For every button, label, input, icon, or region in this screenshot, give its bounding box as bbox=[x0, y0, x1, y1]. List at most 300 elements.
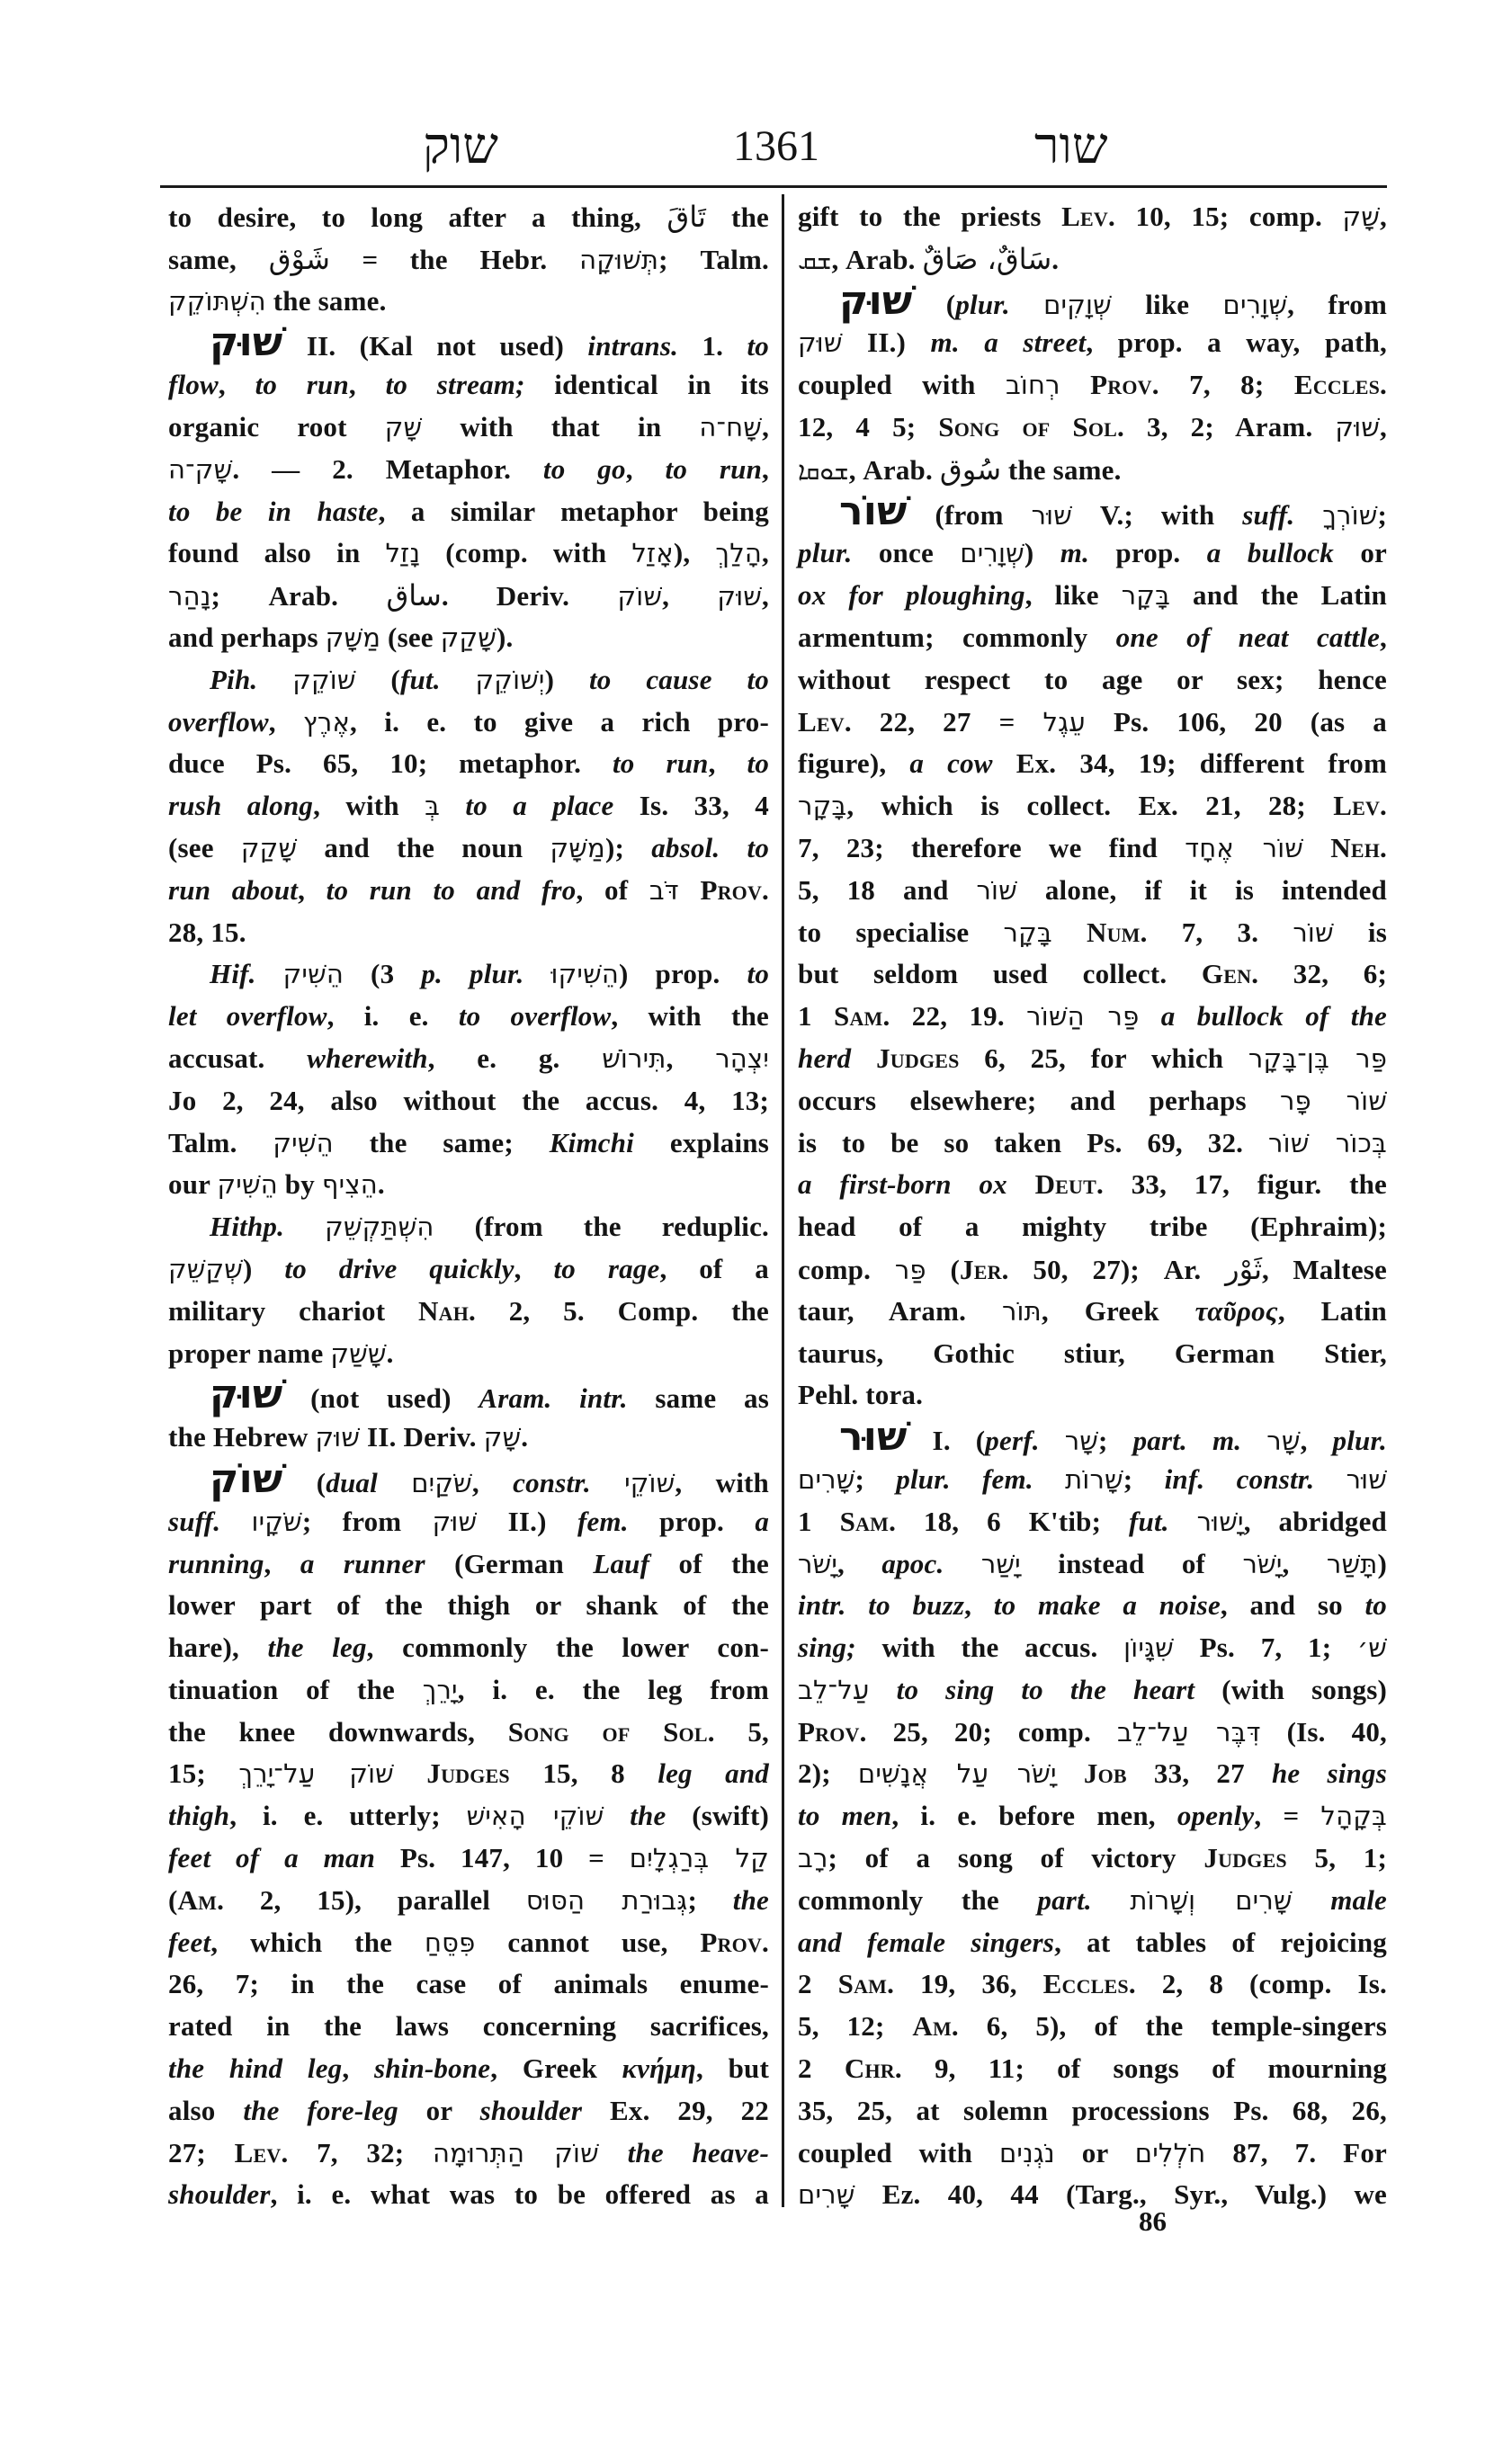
text: ( bbox=[282, 1466, 327, 1498]
text: the same. bbox=[1001, 453, 1122, 486]
text-line bbox=[168, 617, 769, 659]
text-line bbox=[168, 196, 769, 238]
text: 25, 20; comp. bbox=[866, 1715, 1117, 1748]
hebrew-word: מַשָּׁק bbox=[550, 832, 605, 863]
text-line bbox=[168, 1627, 769, 1669]
text-line bbox=[168, 238, 769, 281]
small-caps-ref: Jer. bbox=[960, 1253, 1009, 1285]
text: 50, 27); Ar. bbox=[1008, 1253, 1226, 1285]
text-line bbox=[168, 1838, 769, 1880]
text-line bbox=[168, 1712, 769, 1754]
text-line bbox=[798, 912, 1387, 954]
text-line bbox=[798, 1543, 1387, 1586]
italic-text: male bbox=[1330, 1883, 1388, 1916]
text: hare), bbox=[168, 1632, 268, 1664]
text: , bbox=[1300, 1425, 1333, 1457]
text bbox=[1241, 1425, 1266, 1456]
text: , bbox=[514, 1252, 554, 1284]
hebrew-word: דֹּב bbox=[649, 874, 679, 906]
italic-text: a bullock bbox=[1206, 537, 1334, 569]
left-column bbox=[168, 196, 769, 2216]
text-line bbox=[798, 1374, 1387, 1417]
text: ; of a song of victory bbox=[828, 1842, 1204, 1874]
text bbox=[256, 958, 283, 989]
hebrew-word: פַּר בֶּן־בָּקָר bbox=[1248, 1042, 1388, 1074]
page-number: 1361 bbox=[733, 122, 819, 170]
text-line bbox=[798, 617, 1387, 659]
text-line bbox=[798, 196, 1387, 238]
hebrew-word: שׁוֹר bbox=[976, 874, 1017, 906]
hebrew-word: עַל־לֵב bbox=[798, 1674, 870, 1705]
text: coupled with bbox=[798, 2136, 999, 2168]
italic-text: to bbox=[747, 747, 770, 780]
text: , Arab. bbox=[831, 243, 923, 275]
italic-text: a cow bbox=[909, 747, 993, 780]
text-line bbox=[798, 1753, 1387, 1795]
hebrew-word: בְּ bbox=[425, 791, 441, 822]
italic-text: Hif. bbox=[210, 958, 256, 990]
text-line bbox=[168, 2048, 769, 2090]
hebrew-word: תִּירוֹשׁ bbox=[602, 1042, 667, 1074]
text-line bbox=[798, 449, 1387, 491]
signature-mark: 86 bbox=[1139, 2205, 1167, 2237]
text: II.) bbox=[477, 1505, 577, 1537]
text: is to be so taken Ps. 69, 32. bbox=[798, 1126, 1269, 1158]
text: the knee downwards, bbox=[168, 1715, 508, 1748]
hebrew-word: שׁוֹק עַל־יָרֵךְ bbox=[238, 1758, 394, 1790]
text: 3, 2; Aram. bbox=[1124, 410, 1336, 443]
text: ; from bbox=[301, 1505, 433, 1537]
text: ; Talm. bbox=[658, 243, 769, 275]
text-line bbox=[798, 1501, 1387, 1543]
text: , e. g. bbox=[427, 1042, 603, 1074]
text: , of bbox=[576, 873, 649, 906]
italic-text: to rage bbox=[553, 1252, 660, 1284]
arabic-word: شَوْق bbox=[268, 241, 330, 276]
text: the same; bbox=[333, 1126, 550, 1158]
small-caps-ref: Am. bbox=[177, 1883, 225, 1916]
text: 2, 15), parallel bbox=[224, 1883, 526, 1916]
text: alone, if it is intended bbox=[1016, 873, 1387, 906]
text: ; Arab. bbox=[210, 580, 387, 612]
italic-text: a runner bbox=[300, 1547, 425, 1579]
italic-text: shoulder bbox=[479, 2094, 583, 2126]
text-line bbox=[798, 364, 1387, 407]
text: , bbox=[1380, 410, 1387, 443]
hebrew-word: יָשֹׁר bbox=[798, 1548, 838, 1579]
text-line bbox=[798, 277, 1388, 324]
text: 26, 7; in the case of animals enume- bbox=[168, 1968, 769, 2000]
italic-text: to run to and fro bbox=[326, 873, 577, 906]
text-line bbox=[168, 659, 769, 702]
text: . bbox=[1051, 243, 1059, 275]
text: , = bbox=[1254, 1800, 1321, 1832]
hebrew-word: שׁוּר bbox=[1346, 1463, 1388, 1495]
text: with that in bbox=[422, 410, 700, 443]
column-divider bbox=[782, 194, 784, 2207]
text: 12, 4 5; bbox=[798, 410, 939, 443]
text: , at tables of rejoicing bbox=[1054, 1926, 1387, 1958]
text-line bbox=[168, 2090, 769, 2133]
italic-text: shin-bone bbox=[373, 2052, 491, 2085]
text: ( bbox=[926, 1253, 961, 1285]
hebrew-word: שׁוּק bbox=[315, 1422, 361, 1453]
text-line bbox=[798, 1627, 1387, 1669]
text-line bbox=[168, 785, 769, 827]
text-line bbox=[798, 1838, 1387, 1880]
text: and the Latin bbox=[1170, 579, 1387, 612]
text: (with songs) bbox=[1194, 1673, 1387, 1705]
text: , from bbox=[1287, 288, 1388, 320]
text: (German bbox=[425, 1547, 594, 1579]
italic-text: to overflow bbox=[458, 1000, 612, 1033]
italic-text: overflow bbox=[168, 705, 269, 738]
text-line bbox=[168, 1922, 769, 1964]
hebrew-word: יָשֹׁר bbox=[1242, 1548, 1283, 1579]
hebrew-word: חֹלְלִים bbox=[1134, 2137, 1206, 2168]
italic-text: fut. bbox=[399, 663, 441, 695]
text: 2 bbox=[798, 2052, 845, 2085]
text bbox=[1092, 1884, 1131, 1916]
italic-text: and female singers bbox=[798, 1926, 1055, 1958]
text: accusat. bbox=[168, 1042, 308, 1074]
small-caps-ref: Deut. bbox=[1034, 1168, 1104, 1201]
small-caps-ref: Eccles. bbox=[1042, 1968, 1136, 2000]
text: ; bbox=[687, 1883, 733, 1916]
text: but seldom used collect. bbox=[798, 958, 1202, 990]
small-caps-ref: Lev. bbox=[1333, 790, 1387, 822]
text: ; bbox=[1377, 498, 1387, 531]
text: , prop. a way, path, bbox=[1086, 326, 1387, 359]
text: head of a mighty tribe (Ephraim); bbox=[798, 1211, 1387, 1243]
text: , i. e. bbox=[327, 1000, 459, 1033]
text: , with the bbox=[611, 1000, 769, 1033]
text: ( bbox=[912, 288, 956, 320]
small-caps-ref: Song of Sol. bbox=[507, 1715, 715, 1748]
text: to specialise bbox=[798, 916, 1004, 948]
italic-text: to bbox=[747, 958, 770, 990]
text: , Arab. bbox=[848, 453, 940, 486]
text-line bbox=[798, 2048, 1387, 2090]
italic-text: herd bbox=[798, 1042, 852, 1074]
text: 33, 17, figur. the bbox=[1103, 1168, 1388, 1201]
text-line bbox=[168, 2006, 769, 2048]
text-line bbox=[168, 1417, 769, 1459]
text bbox=[220, 1506, 251, 1537]
text: , bbox=[342, 2052, 374, 2085]
text: , bbox=[666, 1042, 716, 1074]
text: same as bbox=[627, 1382, 770, 1415]
italic-text: ox for ploughing bbox=[798, 579, 1025, 612]
text: taurus, Gothic stiur, German Stier, bbox=[798, 1337, 1387, 1369]
text-line bbox=[798, 1291, 1387, 1333]
text bbox=[1293, 1884, 1331, 1916]
text: and perhaps bbox=[168, 621, 326, 653]
italic-text: ταῦρος bbox=[1194, 1294, 1278, 1327]
hebrew-word: יָשַׁר bbox=[980, 1548, 1021, 1579]
hebrew-word: נָהַר bbox=[168, 581, 211, 612]
text-line bbox=[798, 870, 1387, 912]
italic-text: the heave- bbox=[627, 2136, 769, 2168]
text-line bbox=[798, 785, 1387, 827]
italic-text: to run bbox=[612, 747, 709, 780]
text: . bbox=[521, 1421, 529, 1453]
right-column bbox=[798, 196, 1387, 2216]
text-line bbox=[168, 912, 769, 954]
text: the Hebrew bbox=[168, 1421, 316, 1453]
italic-text: absol. to bbox=[651, 831, 770, 863]
text: (from bbox=[907, 498, 1032, 531]
hebrew-word: הָלַךְ bbox=[715, 538, 763, 569]
text bbox=[1007, 1168, 1035, 1200]
text: , i. e. the leg from bbox=[457, 1673, 769, 1705]
hebrew-word: שָׁקַק bbox=[440, 621, 497, 653]
text: II. (Kal not used) bbox=[282, 330, 588, 362]
small-caps-ref: Lev. bbox=[234, 2136, 289, 2168]
hebrew-word: שָׁר bbox=[1064, 1426, 1099, 1457]
text-line bbox=[168, 1543, 769, 1586]
italic-text: feet of a man bbox=[168, 1842, 376, 1874]
text: , Greek bbox=[1041, 1294, 1195, 1327]
text: is bbox=[1333, 916, 1387, 948]
small-caps-ref: Job bbox=[1083, 1757, 1127, 1790]
text: , with bbox=[313, 790, 425, 822]
small-caps-ref: Prov. bbox=[1090, 369, 1159, 401]
small-caps-ref: Am. bbox=[912, 2010, 959, 2043]
hebrew-word: הֵשִׁיק bbox=[273, 1127, 334, 1158]
text-line bbox=[168, 1333, 769, 1375]
text: 1 bbox=[798, 1000, 835, 1033]
italic-text: run about bbox=[168, 873, 299, 906]
text: military chariot bbox=[168, 1294, 419, 1327]
text-line bbox=[798, 1459, 1387, 1501]
text: , Maltese bbox=[1262, 1253, 1387, 1285]
hebrew-word: שׁוּק bbox=[798, 327, 843, 359]
text: (see bbox=[380, 621, 441, 653]
italic-text: a first-born ox bbox=[798, 1168, 1007, 1201]
text: . bbox=[386, 1337, 394, 1369]
text: 22, 19. bbox=[890, 1000, 1027, 1033]
text: , bbox=[1380, 201, 1387, 232]
small-caps-ref: Sam. bbox=[834, 1000, 890, 1033]
text: ; bbox=[1098, 1425, 1133, 1457]
text: , i. e. what was to be offered as a bbox=[270, 2178, 769, 2211]
italic-text: part. m. bbox=[1132, 1425, 1242, 1457]
text-line bbox=[168, 702, 769, 744]
text-line bbox=[168, 1501, 769, 1543]
text: 7, 23; therefore we find bbox=[798, 831, 1185, 863]
text-line bbox=[798, 702, 1387, 744]
hebrew-word: הִשְׁתּוֹקֵק bbox=[168, 285, 266, 317]
hebrew-word: בָּקָר bbox=[798, 791, 847, 822]
italic-text: feet bbox=[168, 1926, 211, 1958]
text-line bbox=[798, 2090, 1387, 2133]
text-line bbox=[798, 659, 1387, 702]
small-caps-ref: Chr. bbox=[844, 2052, 902, 2085]
hebrew-word: שָׁק־ה bbox=[168, 453, 233, 485]
text-line bbox=[168, 491, 769, 533]
text-line bbox=[168, 281, 769, 323]
text: our bbox=[168, 1168, 218, 1201]
text: organic root bbox=[168, 410, 385, 443]
hebrew-word: אֶרֶץ bbox=[303, 706, 351, 738]
text: comp. bbox=[798, 1253, 895, 1285]
text: of the bbox=[649, 1547, 769, 1579]
italic-text: Aram. intr. bbox=[479, 1382, 628, 1415]
text: V.; with bbox=[1072, 498, 1243, 531]
text: rated in the laws concerning sacrifices, bbox=[168, 2010, 769, 2043]
text bbox=[1294, 499, 1322, 531]
italic-text: m. bbox=[1060, 537, 1090, 569]
italic-text: constr. bbox=[513, 1466, 591, 1498]
text bbox=[1010, 289, 1043, 320]
hebrew-word: הֵשִׁיק bbox=[217, 1169, 278, 1201]
text: (not used) bbox=[282, 1382, 479, 1415]
italic-text: κνήμη bbox=[622, 2052, 696, 2085]
small-caps-ref: Sam. bbox=[837, 1968, 895, 2000]
text: (from the reduplic. bbox=[434, 1211, 769, 1243]
text-line bbox=[798, 238, 1387, 281]
italic-text: perf. bbox=[985, 1425, 1040, 1457]
text: , but bbox=[696, 2052, 769, 2085]
text: 7, 8; bbox=[1159, 369, 1294, 401]
italic-text: Hithp. bbox=[210, 1211, 285, 1243]
italic-text: to be in haste bbox=[168, 495, 379, 527]
text: , which the bbox=[210, 1926, 425, 1958]
text-line bbox=[798, 575, 1387, 617]
hebrew-word: אָזַל bbox=[631, 538, 674, 569]
text: 2 bbox=[798, 1968, 838, 2000]
text-line bbox=[798, 1922, 1387, 1964]
hebrew-word: בָּקָר bbox=[1121, 580, 1171, 612]
italic-text: the bbox=[732, 1883, 769, 1916]
hebrew-word: שׁוֹק bbox=[617, 581, 663, 612]
hebrew-word: רְחוֹב bbox=[1005, 370, 1060, 401]
text bbox=[944, 1548, 980, 1579]
text-line bbox=[798, 322, 1387, 364]
hebrew-word: נֹגְנִים bbox=[998, 2137, 1055, 2168]
text: , i. e. to give a rich pro- bbox=[350, 705, 769, 738]
text: , bbox=[268, 705, 304, 738]
text-line bbox=[168, 319, 769, 366]
hebrew-word: שָׁרִים bbox=[798, 1463, 855, 1495]
hebrew-word: שׁוֹר bbox=[1293, 917, 1334, 948]
text: 7, 32; bbox=[288, 2136, 433, 2168]
hebrew-word: שׁ׳ bbox=[1356, 1632, 1387, 1664]
text bbox=[1139, 1000, 1160, 1032]
text-line bbox=[798, 2174, 1387, 2216]
text bbox=[1314, 1463, 1346, 1495]
small-caps-ref: Judges bbox=[1203, 1842, 1287, 1874]
text-line bbox=[798, 1414, 1387, 1461]
text: identical in its bbox=[524, 369, 769, 401]
text-line bbox=[798, 1585, 1387, 1627]
headword: שׁוּק bbox=[210, 1372, 283, 1418]
text: ) bbox=[1377, 1547, 1387, 1579]
text-line bbox=[168, 1795, 769, 1838]
text-line bbox=[798, 2006, 1387, 2048]
text bbox=[1033, 1463, 1065, 1495]
text: , bbox=[625, 452, 666, 485]
text bbox=[378, 1467, 411, 1498]
text: taur, Aram. bbox=[798, 1294, 1002, 1327]
text-line bbox=[798, 1080, 1387, 1122]
hebrew-word: יְשׁוֹקֵק bbox=[475, 664, 545, 695]
text: ) bbox=[243, 1252, 285, 1284]
italic-text: to men bbox=[798, 1800, 892, 1832]
hebrew-word: יָרֵךְ bbox=[422, 1674, 458, 1705]
text: lower part of the thigh or shank of the bbox=[168, 1589, 769, 1622]
text: (Is. 40, bbox=[1260, 1715, 1387, 1748]
text-line bbox=[168, 1455, 769, 1502]
text: or bbox=[1333, 537, 1387, 569]
text: 5, 1; bbox=[1286, 1842, 1387, 1874]
italic-text: to run bbox=[255, 369, 349, 401]
text: ), bbox=[673, 537, 716, 569]
text: ( bbox=[355, 663, 400, 695]
hebrew-word: מַשָּׁק bbox=[325, 621, 381, 653]
italic-text: p. plur. bbox=[421, 958, 524, 990]
hebrew-word: בְּכוֹר שׁוֹר bbox=[1268, 1127, 1387, 1158]
running-head-right: שור bbox=[1034, 119, 1108, 174]
small-caps-ref: Sam. bbox=[839, 1505, 897, 1537]
text-line bbox=[168, 2174, 769, 2216]
text: Jo 2, 24, also without the accus. 4, 13; bbox=[168, 1084, 769, 1116]
text-line bbox=[798, 1795, 1387, 1838]
text: figure), bbox=[798, 747, 910, 780]
text: , bbox=[762, 537, 769, 569]
hebrew-word: שְׁוָרִים bbox=[960, 538, 1024, 569]
italic-text: openly bbox=[1176, 1800, 1255, 1832]
headword: שׁוּק bbox=[839, 277, 913, 324]
text: or bbox=[398, 2094, 480, 2126]
hebrew-word: שׁוּק bbox=[1335, 411, 1381, 443]
text: ) bbox=[1024, 537, 1060, 569]
italic-text: let overflow bbox=[168, 1000, 327, 1033]
italic-text: suff. bbox=[1242, 498, 1295, 531]
text: (swift) bbox=[666, 1800, 769, 1832]
text bbox=[591, 1467, 624, 1498]
small-caps-ref: Judges bbox=[876, 1042, 960, 1074]
italic-text: the hind leg bbox=[168, 2052, 343, 2085]
text: 6, 25, for which bbox=[959, 1042, 1248, 1074]
hebrew-word: שָׁק bbox=[483, 1422, 522, 1453]
header-rule bbox=[160, 185, 1387, 188]
hebrew-word: שׁוֹר פָּר bbox=[1279, 1085, 1388, 1116]
text: cannot use, bbox=[475, 1926, 701, 1958]
text bbox=[1169, 1506, 1197, 1537]
text bbox=[394, 1757, 426, 1789]
text: 33, 27 bbox=[1126, 1757, 1272, 1790]
italic-text: plur. bbox=[1332, 1425, 1387, 1457]
hebrew-word: הֵשִׁיקוּ bbox=[550, 959, 619, 990]
text-line bbox=[798, 1038, 1387, 1080]
italic-text: plur. bbox=[955, 288, 1010, 320]
text bbox=[851, 1042, 876, 1074]
text: or bbox=[1054, 2136, 1135, 2168]
hebrew-word: נָזַל bbox=[385, 538, 421, 569]
italic-text: to drive quickly bbox=[284, 1252, 514, 1284]
text: Ez. 40, 44 (Targ., Syr., Vulg.) we bbox=[854, 2178, 1387, 2211]
text-line bbox=[798, 1712, 1387, 1754]
text-line bbox=[168, 1374, 769, 1417]
hebrew-word: הִשְׁתַּקְשֵׁק bbox=[325, 1212, 434, 1243]
text-line bbox=[798, 743, 1387, 785]
italic-text: the leg bbox=[267, 1632, 367, 1664]
italic-text: leg and bbox=[658, 1757, 770, 1790]
hebrew-word: תּוֹר bbox=[1001, 1295, 1042, 1327]
running-head-left: שוק bbox=[423, 119, 498, 174]
